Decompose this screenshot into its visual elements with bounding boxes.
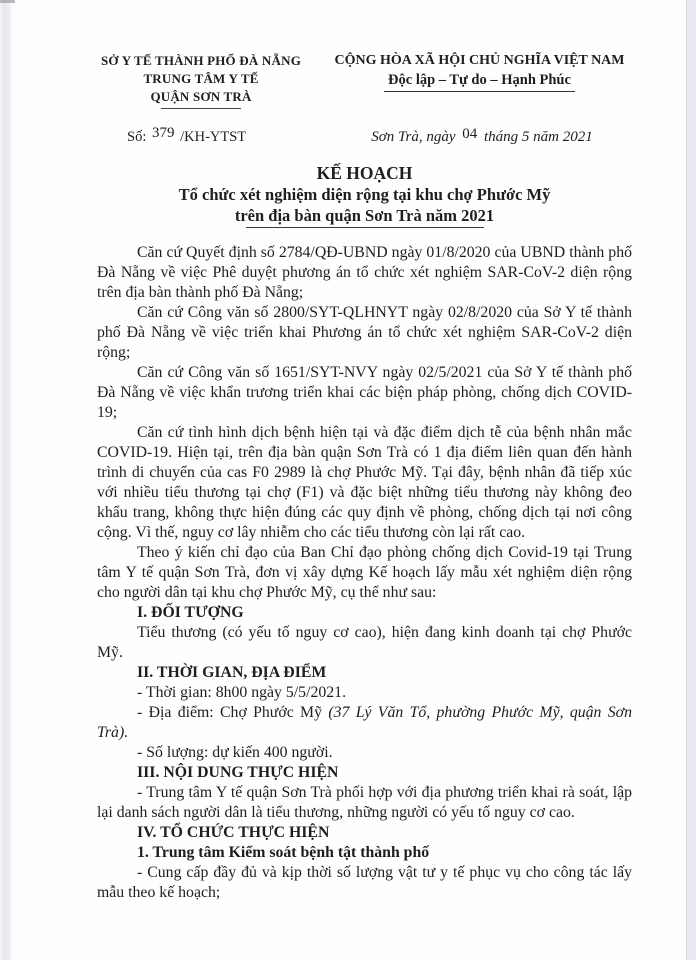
issuing-org-block bbox=[97, 52, 305, 109]
place-address: (37 Lý Văn Tổ, phường Phước Mỹ, quận Sơn Trà). bbox=[97, 704, 632, 741]
paragraph-directive: Theo ý kiến chỉ đạo của Ban Chỉ đạo phòng chống dịch Covid-19 tại Trung tâm Y tế quận Sơn Trà, đơn vị xây dựng Kế hoạch lấy mẫu xét nghiệm diện rộng cho người dân tại khu chợ Phước Mỹ, cụ thể như sau: bbox=[97, 544, 632, 601]
section-heading-to-chuc: IV. TỔ CHỨC THỰC HIỆN bbox=[137, 824, 330, 841]
place-label: - Địa điểm: Chợ Phước Mỹ bbox=[137, 704, 329, 721]
org-underline-rule bbox=[161, 108, 241, 109]
section-heading-doi-tuong: I. ĐỐI TƯỢNG bbox=[137, 604, 244, 621]
doc-number-suffix: /KH-YTST bbox=[180, 129, 247, 145]
paragraph-legal-basis-3: Căn cứ Công văn số 1651/SYT-NVY ngày 02/5/2021 của Sở Y tế thành phố Đà Nẵng về việc khẩn trương triển khai các biện pháp phòng, chống dịch COVID-19; bbox=[97, 364, 632, 421]
paragraph-target-group: Tiểu thương (có yếu tố nguy cơ cao), hiện đang kinh doanh tại chợ Phước Mỹ. bbox=[97, 624, 632, 661]
national-title: CỘNG HÒA XÃ HỘI CHỦ NGHĨA VIỆT NAM bbox=[334, 53, 625, 68]
doc-number-value: 379 bbox=[151, 125, 175, 141]
section-heading-noi-dung: III. NỘI DUNG THỰC HIỆN bbox=[137, 764, 339, 781]
issue-date-rest: tháng 5 năm 2021 bbox=[484, 129, 593, 145]
title-underline-rule bbox=[246, 227, 484, 228]
document-header bbox=[97, 52, 632, 109]
org-parent-name: SỞ Y TẾ THÀNH PHỐ ĐÀ NẴNG bbox=[100, 53, 302, 68]
org-name: TRUNG TÂM Y TẾ bbox=[143, 71, 259, 86]
document-subtitle-line1: Tổ chức xét nghiệm diện rộng tại khu chợ Phước Mỹ bbox=[178, 185, 551, 204]
paragraph-cdc-task: - Cung cấp đầy đủ và kịp thời số lượng vật tư y tế phục vụ cho công tác lấy mẫu theo kế hoạch; bbox=[97, 864, 632, 901]
paragraph-content-task: - Trung tâm Y tế quận Sơn Trà phối hợp với địa phương triển khai rà soát, lập lại danh sách người dân là tiểu thương, những người có yếu tố nguy cơ cao. bbox=[97, 784, 632, 821]
subsection-heading-cdc: 1. Trung tâm Kiểm soát bệnh tật thành phố bbox=[137, 844, 430, 861]
document-subtitle-line2: trên địa bàn quận Sơn Trà năm 2021 bbox=[234, 206, 495, 225]
scan-left-edge bbox=[0, 0, 13, 960]
list-item-place bbox=[97, 703, 632, 743]
national-header-block bbox=[327, 52, 632, 92]
scan-corner-artifact bbox=[0, 0, 15, 3]
document-number bbox=[97, 125, 327, 146]
list-item-time: - Thời gian: 8h00 ngày 5/5/2021. bbox=[137, 684, 347, 701]
document-body bbox=[97, 243, 632, 903]
doc-number-prefix: Số: bbox=[127, 129, 147, 145]
org-district: QUẬN SƠN TRÀ bbox=[150, 89, 252, 104]
number-date-row bbox=[97, 125, 632, 146]
paragraph-situation: Căn cứ tình hình dịch bệnh hiện tại và đặc điểm dịch tễ của bệnh nhân mắc COVID-19. Hiện tại, trên địa bàn quận Sơn Trà có 1 địa điểm liên quan đến hành trình di chuyển của cas F0 2989 là chợ Phước Mỹ. Tại đây, bệnh nhân đã tiếp xúc với nhiều tiểu thương tại chợ (F1) và đặc biệt những tiểu thương này không đeo khẩu trang, không thực hiện đúng các quy định về phòng, chống dịch tại nơi công cộng. Vì thế, nguy cơ lây nhiễm cho các tiểu thương còn lại rất cao. bbox=[97, 424, 632, 541]
document-page bbox=[97, 52, 632, 903]
document-type-title: KẾ HOẠCH bbox=[316, 163, 413, 183]
document-title-block bbox=[97, 163, 632, 228]
paragraph-legal-basis-2: Căn cứ Công văn số 2800/SYT-QLHNYT ngày 02/8/2020 của Sở Y tế thành phố Đà Nẵng về việc triển khai Phương án tổ chức xét nghiệm SAR-CoV-2 diện rộng; bbox=[97, 304, 632, 361]
paragraph-legal-basis-1: Căn cứ Quyết định số 2784/QĐ-UBND ngày 01/8/2020 của UBND thành phố Đà Nẵng về việc Phê duyệt phương án tổ chức xét nghiệm SAR-CoV-2 diện rộng trên địa bàn thành phố Đà Nẵng; bbox=[97, 244, 632, 301]
list-item-quantity: - Số lượng: dự kiến 400 người. bbox=[137, 744, 333, 761]
issue-date bbox=[332, 126, 632, 146]
issue-date-day: 04 bbox=[462, 126, 478, 142]
scan-right-edge bbox=[686, 0, 696, 960]
national-motto: Độc lập – Tự do – Hạnh Phúc bbox=[384, 70, 575, 92]
issue-date-place: Sơn Trà, ngày bbox=[371, 129, 456, 145]
section-heading-thoi-gian-dia-diem: II. THỜI GIAN, ĐỊA ĐIỂM bbox=[137, 664, 327, 681]
